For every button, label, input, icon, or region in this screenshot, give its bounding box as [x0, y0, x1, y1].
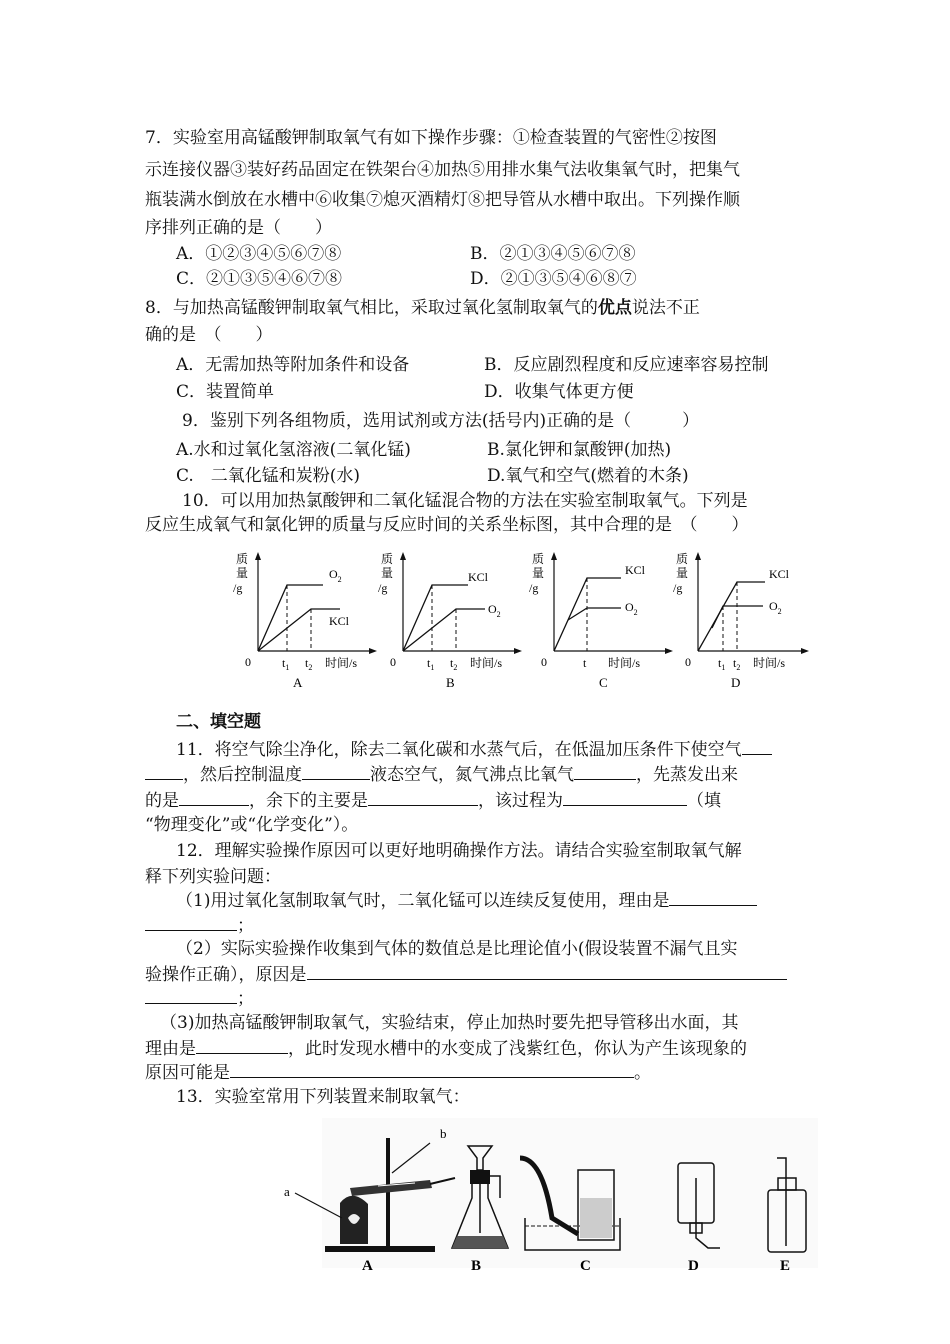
graph-c-bottom-curve	[568, 608, 621, 620]
q11-blank-4[interactable]	[179, 789, 249, 806]
label-b: b	[440, 1126, 447, 1141]
q8-emphasis: 优点	[597, 298, 632, 318]
graph-d	[673, 551, 809, 690]
graph-d-x-arrow	[801, 648, 809, 654]
q12-part3-text-b: ，此时发现水槽中的水变成了浅紫红色，你认为产生该现象的	[288, 1039, 747, 1059]
graph-b-bottom-label: $O_2$	[488, 602, 501, 619]
graph-c-xlabel: 时间/s	[608, 656, 641, 670]
graph-b-ylabel-3: /g	[378, 581, 388, 595]
q11-text-2a: ，然后控制温度	[183, 765, 302, 785]
graph-a-ylabel-2: 量	[236, 566, 249, 580]
graph-c	[529, 551, 673, 690]
graph-d-ylabel-1: 质	[676, 552, 689, 566]
graph-a-xlabel: 时间/s	[325, 656, 358, 670]
q7-line-4: 序排列正确的是（ ）	[145, 218, 332, 238]
q12-part2-line-1: （2）实际实验操作收集到气体的数值总是比理论值小(假设装置不漏气且实	[176, 939, 738, 959]
q12-part2-text: 验操作正确），原因是	[145, 965, 307, 985]
q8-option-c: C．装置简单	[176, 382, 275, 402]
graph-d-origin: 0	[685, 655, 691, 669]
q12-blank-1b[interactable]	[145, 914, 237, 931]
graph-a-letter: A	[293, 675, 303, 690]
q12-part1-end: ；	[237, 916, 254, 936]
label-apparatus-e: E	[780, 1258, 791, 1274]
q11-blank-6[interactable]	[563, 789, 687, 806]
q8-line-2: 确的是 （ ）	[145, 325, 273, 345]
graph-d-ylabel-3: /g	[673, 581, 683, 595]
graph-c-letter: C	[599, 675, 608, 690]
graph-b-top-label: KCl	[468, 570, 489, 584]
q12-blank-1a[interactable]	[669, 889, 757, 906]
graph-a-top-curve	[258, 585, 323, 651]
label-apparatus-b: B	[471, 1258, 482, 1274]
q11-blank-3[interactable]	[574, 763, 636, 780]
q12-blank-2b[interactable]	[145, 987, 237, 1004]
graph-b-ylabel-2: 量	[381, 566, 394, 580]
q11-text-2b: 液态空气，氮气沸点比氧气	[370, 765, 574, 785]
q12-part3-line-1: （3)加热高锰酸钾制取氧气，实验结束，停止加热时要先把导管移出水面，其	[160, 1013, 739, 1033]
q12-line-2: 释下列实验问题：	[145, 867, 281, 887]
q8-line-1	[145, 297, 700, 319]
q12-blank-2a[interactable]	[307, 963, 787, 980]
graph-d-top-curve	[698, 582, 765, 651]
graph-a-t1: $t_1$	[282, 656, 290, 672]
q7-option-a: A．①②③④⑤⑥⑦⑧	[176, 244, 342, 264]
graph-d-ylabel-2: 量	[676, 566, 689, 580]
q7-option-c: C．②①③⑤④⑥⑦⑧	[176, 269, 343, 289]
q8-text-c: 说法不正	[631, 298, 700, 318]
q12-part1-text: （1)用过氧化氢制取氧气时，二氧化锰可以连续反复使用，理由是	[176, 891, 670, 911]
q11-line-4: “物理变化”或“化学变化”）。	[145, 815, 359, 835]
q11-line-2	[145, 763, 738, 786]
graph-b-origin: 0	[390, 655, 396, 669]
q12-blank-3[interactable]	[196, 1037, 288, 1054]
label-apparatus-d: D	[688, 1258, 699, 1274]
q11-line-3	[145, 789, 721, 812]
q9-option-d: D.氧气和空气(燃着的木条)	[487, 466, 689, 486]
graph-c-t: t	[583, 656, 587, 670]
graph-b-t1: $t_1$	[427, 656, 435, 672]
graph-b-x-arrow	[514, 648, 522, 654]
section-title: 二、填空题	[176, 712, 261, 732]
q7-line-3: 瓶装满水倒放在水槽中⑥收集⑦熄灭酒精灯⑧把导管从水槽中取出。下列操作顺	[145, 190, 740, 210]
graph-a-bottom-label: KCl	[329, 614, 350, 628]
q12-part2-end: ；	[237, 989, 254, 1009]
q11-line-1	[176, 738, 772, 761]
graph-c-ylabel-1: 质	[532, 552, 545, 566]
apparatus-diagram	[280, 1118, 820, 1278]
q10-graphs	[225, 548, 815, 693]
graph-a-ylabel-1: 质	[236, 552, 249, 566]
graph-b-ylabel-1: 质	[381, 552, 394, 566]
graph-b-y-arrow	[400, 552, 406, 560]
label-apparatus-a: A	[362, 1258, 373, 1274]
q7-line-1: 7．实验室用高锰酸钾制取氧气有如下操作步骤：①检查装置的气密性②按图	[145, 128, 717, 148]
graph-c-origin: 0	[541, 655, 547, 669]
q12-part3-line-3	[145, 1061, 651, 1084]
label-a: a	[284, 1184, 290, 1199]
graph-d-top-label: KCl	[769, 567, 790, 581]
q8-option-b: B．反应剧烈程度和反应速率容易控制	[484, 355, 769, 375]
graph-a-ylabel-3: /g	[233, 581, 243, 595]
graph-b-xlabel: 时间/s	[470, 656, 503, 670]
q7-option-d: D．②①③⑤④⑥⑧⑦	[470, 269, 637, 289]
graph-c-ylabel-2: 量	[532, 566, 545, 580]
flask-contents	[452, 1236, 508, 1248]
stand-rod	[386, 1138, 390, 1248]
q8-text-a: 8．与加热高锰酸钾制取氧气相比，采取过氧化氢制取氧气的	[145, 298, 598, 318]
q11-blank-2[interactable]	[302, 763, 370, 780]
q8-option-d: D．收集气体更方便	[484, 382, 634, 402]
stopper	[470, 1170, 490, 1184]
graph-d-t2: $t_2$	[733, 656, 741, 672]
graph-b-letter: B	[446, 675, 455, 690]
graph-a-t2: $t_2$	[305, 656, 313, 672]
graph-c-ylabel-3: /g	[529, 581, 539, 595]
graph-a-top-label: $O_2$	[329, 567, 342, 584]
q11-text-1: 11．将空气除尘净化，除去二氧化碳和水蒸气后，在低温加压条件下使空气	[176, 740, 742, 760]
graph-c-y-arrow	[551, 552, 557, 560]
q9-option-b: B.氯化钾和氯酸钾(加热)	[487, 440, 672, 460]
q12-part3-line-2	[145, 1037, 747, 1060]
graph-c-top-label: KCl	[625, 563, 646, 577]
label-apparatus-c: C	[580, 1258, 591, 1274]
q12-blank-4[interactable]	[230, 1061, 634, 1078]
q12-line-1: 12．理解实验操作原因可以更好地明确操作方法。请结合实验室制取氧气解	[176, 841, 742, 861]
q11-text-3c: ，该过程为	[478, 791, 563, 811]
q12-part2-line-2	[145, 963, 787, 986]
q9-option-c: C. 二氧化锰和炭粉(水)	[176, 466, 361, 486]
q9-line: 9．鉴别下列各组物质，选用试剂或方法(括号内)正确的是（ ）	[182, 411, 700, 431]
graph-c-x-arrow	[665, 648, 673, 654]
graph-a-bottom-curve	[258, 609, 340, 651]
graph-d-xlabel: 时间/s	[753, 656, 786, 670]
graph-b-bottom-curve	[403, 609, 485, 651]
q11-text-3b: ，余下的主要是	[249, 791, 368, 811]
q11-text-2c: ，先蒸发出来	[636, 765, 738, 785]
q12-part3-text-a: 理由是	[145, 1039, 196, 1059]
q8-option-a: A．无需加热等附加条件和设备	[176, 355, 410, 375]
q10-line-2: 反应生成氧气和氯化钾的质量与反应时间的关系坐标图，其中合理的是 （ ）	[145, 515, 749, 535]
q12-part2-cont	[145, 987, 254, 1010]
q11-blank-1b[interactable]	[145, 763, 183, 780]
graph-a-y-arrow	[255, 552, 261, 560]
graph-d-bottom-label: $O_2$	[769, 599, 782, 616]
graph-d-letter: D	[731, 675, 741, 690]
graph-d-y-arrow	[695, 552, 701, 560]
q11-blank-1a[interactable]	[742, 738, 772, 755]
graph-d-t1: $t_1$	[718, 656, 726, 672]
q7-option-b: B．②①③④⑤⑥⑦⑧	[470, 244, 636, 264]
graph-c-bottom-label: $O_2$	[625, 600, 638, 617]
q11-text-3d: （填	[687, 791, 721, 811]
graph-b-top-curve	[403, 585, 468, 651]
q10-line-1: 10．可以用加热氯酸钾和二氧化锰混合物的方法在实验室制取氧气。下列是	[182, 491, 748, 511]
q12-part1	[176, 889, 757, 912]
graph-b-t2: $t_2$	[450, 656, 458, 672]
q12-part3-text-c: 原因可能是	[145, 1063, 230, 1083]
q12-part3-end: 。	[634, 1063, 651, 1083]
graph-a	[233, 551, 377, 690]
q9-option-a: A.水和过氧化氢溶液(二氧化锰)	[176, 440, 411, 460]
graph-a-x-arrow	[369, 648, 377, 654]
q11-text-3a: 的是	[145, 791, 179, 811]
jar-water	[580, 1198, 612, 1238]
q12-part1-cont	[145, 914, 254, 937]
graph-a-origin: 0	[245, 655, 251, 669]
q13-line: 13．实验室常用下列装置来制取氧气：	[176, 1087, 470, 1107]
graph-b	[378, 551, 522, 690]
q11-blank-5[interactable]	[368, 789, 478, 806]
diagram-background	[322, 1118, 818, 1268]
stand-base	[325, 1246, 435, 1252]
q7-line-2: 示连接仪器③装好药品固定在铁架台④加热⑤用排水集气法收集氧气时，把集气	[145, 160, 740, 180]
